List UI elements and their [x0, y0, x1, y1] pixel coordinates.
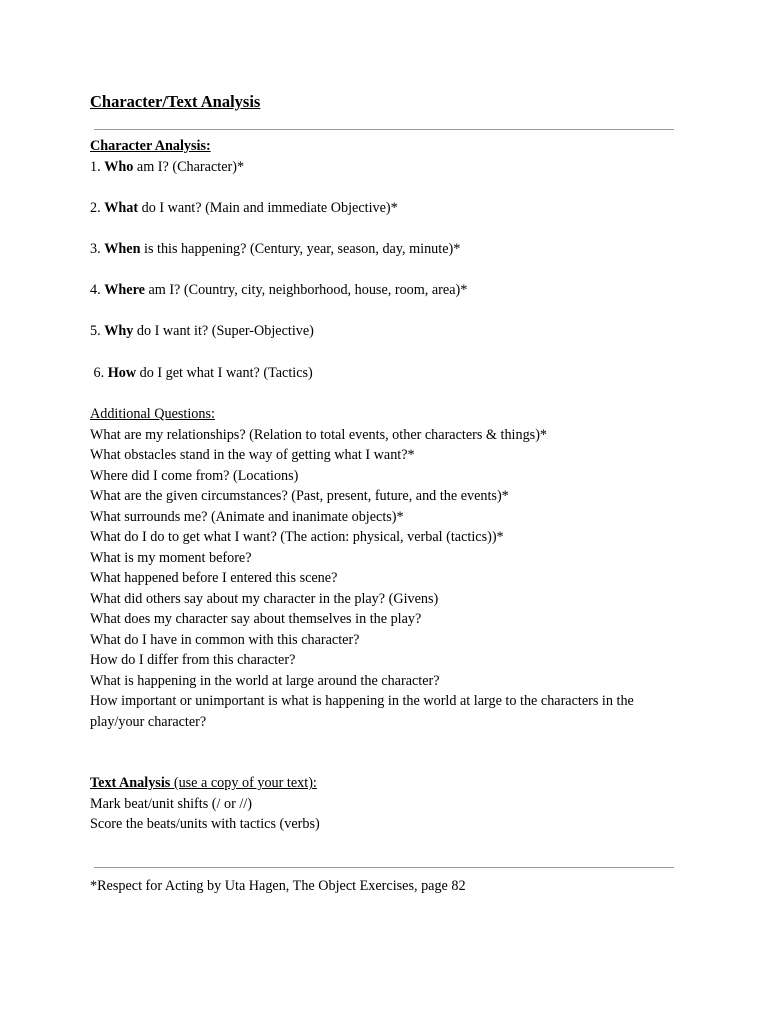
text-analysis-item: Score the beats/units with tactics (verbs) [90, 816, 320, 832]
footnote-divider [94, 867, 674, 868]
page-title: Character/Text Analysis [90, 92, 261, 111]
additional-question: How do I differ from this character? [90, 652, 296, 668]
additional-question: What do I have in common with this character? [90, 631, 360, 648]
top-divider [94, 129, 674, 130]
item-text: am I? (Character)* [133, 159, 245, 175]
item-keyword: Where [104, 282, 145, 298]
item-text: is this happening? (Century, year, season, day, minute)* [140, 241, 461, 257]
additional-question: What is happening in the world at large around the character? [90, 672, 440, 689]
item-keyword: What [104, 200, 139, 216]
item-number: 1. [90, 159, 105, 175]
item-number: 6. [90, 365, 108, 381]
text-analysis-item: Mark beat/unit shifts (/ or //) [90, 795, 252, 812]
question-item-3 [90, 239, 460, 260]
character-analysis-heading: Character Analysis: [90, 138, 211, 154]
additional-question: What do I do to get what I want? (The action: physical, verbal (tactics))* [90, 529, 504, 545]
item-number: 2. [90, 200, 105, 216]
item-keyword: How [107, 365, 137, 381]
additional-question: Where did I come from? (Locations) [90, 467, 299, 484]
additional-question: What is my moment before? [90, 549, 252, 566]
additional-question: What surrounds me? (Animate and inanimate objects)* [90, 508, 404, 525]
question-item-1 [90, 157, 244, 178]
item-number: 5. [90, 323, 105, 339]
item-text: do I want it? (Super-Objective) [133, 323, 314, 339]
item-text: am I? (Country, city, neighborhood, house, room, area)* [144, 282, 468, 298]
question-item-5 [90, 321, 314, 342]
additional-question: What are my relationships? (Relation to total events, other characters & things)* [90, 426, 548, 443]
text-analysis-heading [90, 773, 317, 794]
item-text: do I get what I want? (Tactics) [136, 365, 313, 381]
item-number: 4. [90, 282, 105, 298]
additional-question: What obstacles stand in the way of getting what I want?* [90, 447, 415, 463]
question-item-6 [90, 363, 313, 384]
footnote: *Respect for Acting by Uta Hagen, The Object Exercises, page 82 [90, 878, 466, 894]
item-number: 3. [90, 241, 105, 257]
additional-question: What are the given circumstances? (Past, present, future, and the events)* [90, 488, 509, 504]
item-text: do I want? (Main and immediate Objective)* [138, 200, 398, 216]
question-item-4 [90, 280, 467, 301]
additional-question: How important or unimportant is what is happening in the world at large to the characters in the play/your character? [90, 693, 634, 730]
additional-questions-heading: Additional Questions: [90, 406, 215, 422]
item-keyword: Who [104, 159, 134, 175]
item-keyword: Why [104, 323, 134, 339]
item-keyword: When [104, 241, 141, 257]
text-analysis-heading-note: (use a copy of your text): [170, 775, 317, 791]
question-item-2 [90, 198, 398, 219]
additional-question: What happened before I entered this scene? [90, 570, 338, 586]
text-analysis-heading-bold: Text Analysis [90, 775, 171, 791]
additional-question: What did others say about my character in the play? (Givens) [90, 590, 439, 607]
additional-question: What does my character say about themselves in the play? [90, 611, 422, 627]
